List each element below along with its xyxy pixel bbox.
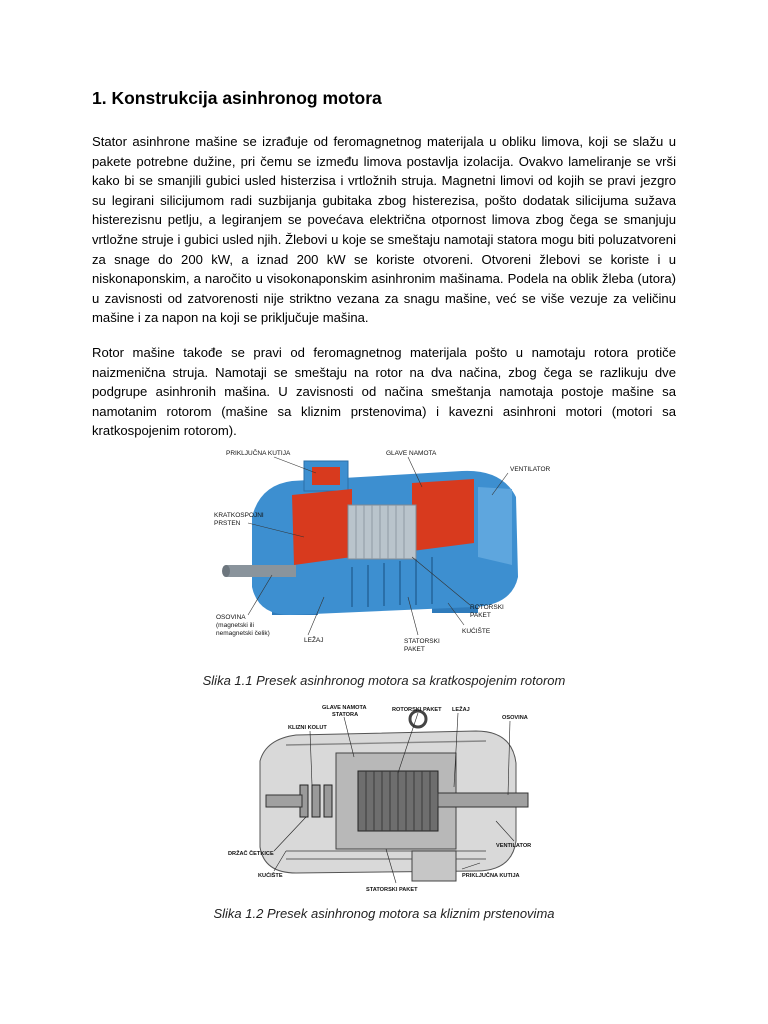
label-osovina-note2: nemagnetski čelik) (216, 630, 270, 637)
paragraph-rotor: Rotor mašine takođe se pravi od feromagnetnog materijala pošto u namotaju rotora protiče naizmenična struja. Namotaji se smeštaju na rotor na dva načina, zbog čega se razlikuju dve podgrupe asinhronih mašina. U zavisnosti od načina smeštanja namotaja postoje mašine sa namotanim rotorom (mašine sa kliznim prstenovima) i kavezni asinhroni motori (motori sa kratkospojenim rotorom). (92, 345, 676, 439)
label-lezaj: LEŽAJ (304, 637, 324, 644)
label-ventilator: VENTILATOR (510, 466, 551, 473)
shaft (438, 793, 528, 807)
label-prikljucna-kutija: PRIKLJUČNA KUTIJA (226, 450, 291, 457)
label-drzac-cetkice: DRŽAČ ČETKICE (228, 851, 274, 857)
figure1-caption: Slika 1.1 Presek asinhronog motora sa kratkospojenim rotorom (202, 673, 566, 688)
section-heading: 1. Konstrukcija asinhronog motora (92, 88, 382, 108)
label-kratkospojni: KRATKOSPOJNI (214, 512, 264, 519)
label-glave-namota: GLAVE NAMOTA (386, 450, 437, 457)
slip-ring-3 (324, 785, 332, 817)
label-kuciste: KUĆIŠTE (258, 873, 283, 879)
label-prikljucna-kutija: PRIKLJUČNA KUTIJA (462, 873, 520, 879)
label-rotorski-paket: ROTORSKI PAKET (392, 707, 442, 713)
stator-winding-right (412, 479, 474, 551)
slip-ring-motor-illustration (226, 701, 536, 896)
label-statorski-paket: STATORSKI PAKET (366, 887, 418, 893)
label-lezaj: LEŽAJ (452, 707, 470, 713)
shaft (226, 565, 296, 577)
label-statorski: STATORSKI (404, 638, 440, 645)
label-statorski-paket: PAKET (404, 646, 425, 653)
figure2-caption: Slika 1.2 Presek asinhronog motora sa kliznim prstenovima (213, 906, 555, 921)
paragraph-stator: Stator asinhrone mašine se izrađuje od feromagnetnog materijala u obliku limova, koji se slažu u pakete potrebne dužine, pri čemu se između limova postavlja izolacija. Ovakvo lameliranje se vrši kako bi se smanjili gubici usled histerzisa i vrtložnih struja. Magnetni limovi od kojih se pravi jezgro su legirani silicijumom radi suzbijanja gubitaka zbog histerezisa, pošto dodatak silicijuma sužava histerezisnu petlju, a legiranjem se povećava električna otpornost limova zbog čega se smanjuju vrtložne struje i gubici usled njih. Žlebovi u koje se smeštaju namotaji statora mogu biti poluzatvoreni za snage do 200 kW, a iznad 200 kW se koriste otvoreni. Otvoreni žlebovi se koriste i u niskonaponskim, a naročito u visokonaponskim asinhronim mašinama. Podela na oblik žleba (utora) u zavisnosti od zatvorenosti nije striktno vezana za snagu mašine, već se više vezuje za veličinu mašine i za napon na koji se priključuje mašina. (92, 134, 676, 326)
figure-slip-ring-motor (226, 701, 536, 896)
slip-ring-2 (312, 785, 320, 817)
terminal-box (412, 851, 456, 881)
motor-cutaway-illustration (212, 447, 558, 664)
label-glave-namota: GLAVE NAMOTA (322, 705, 367, 711)
label-kuciste: KUĆIŠTE (462, 628, 491, 635)
label-rotorski: ROTORSKI (470, 604, 504, 611)
shaft-rear (266, 795, 302, 807)
stator-winding-left (292, 489, 352, 565)
label-osovina: OSOVINA (216, 614, 246, 621)
label-statora: STATORA (332, 712, 359, 718)
shaft-end (222, 565, 230, 577)
rotor-core (348, 505, 416, 559)
label-osovina: OSOVINA (502, 715, 528, 721)
label-prsten: PRSTEN (214, 520, 241, 527)
label-klizni-kolut: KLIZNI KOLUT (288, 725, 327, 731)
terminal-box-inner (312, 467, 340, 485)
label-osovina-note1: (magnetski ili (216, 622, 254, 629)
figure-squirrel-cage-motor (212, 447, 558, 664)
fan-cover (478, 487, 512, 565)
label-rotorski-paket: PAKET (470, 612, 491, 619)
label-ventilator: VENTILATOR (496, 843, 532, 849)
